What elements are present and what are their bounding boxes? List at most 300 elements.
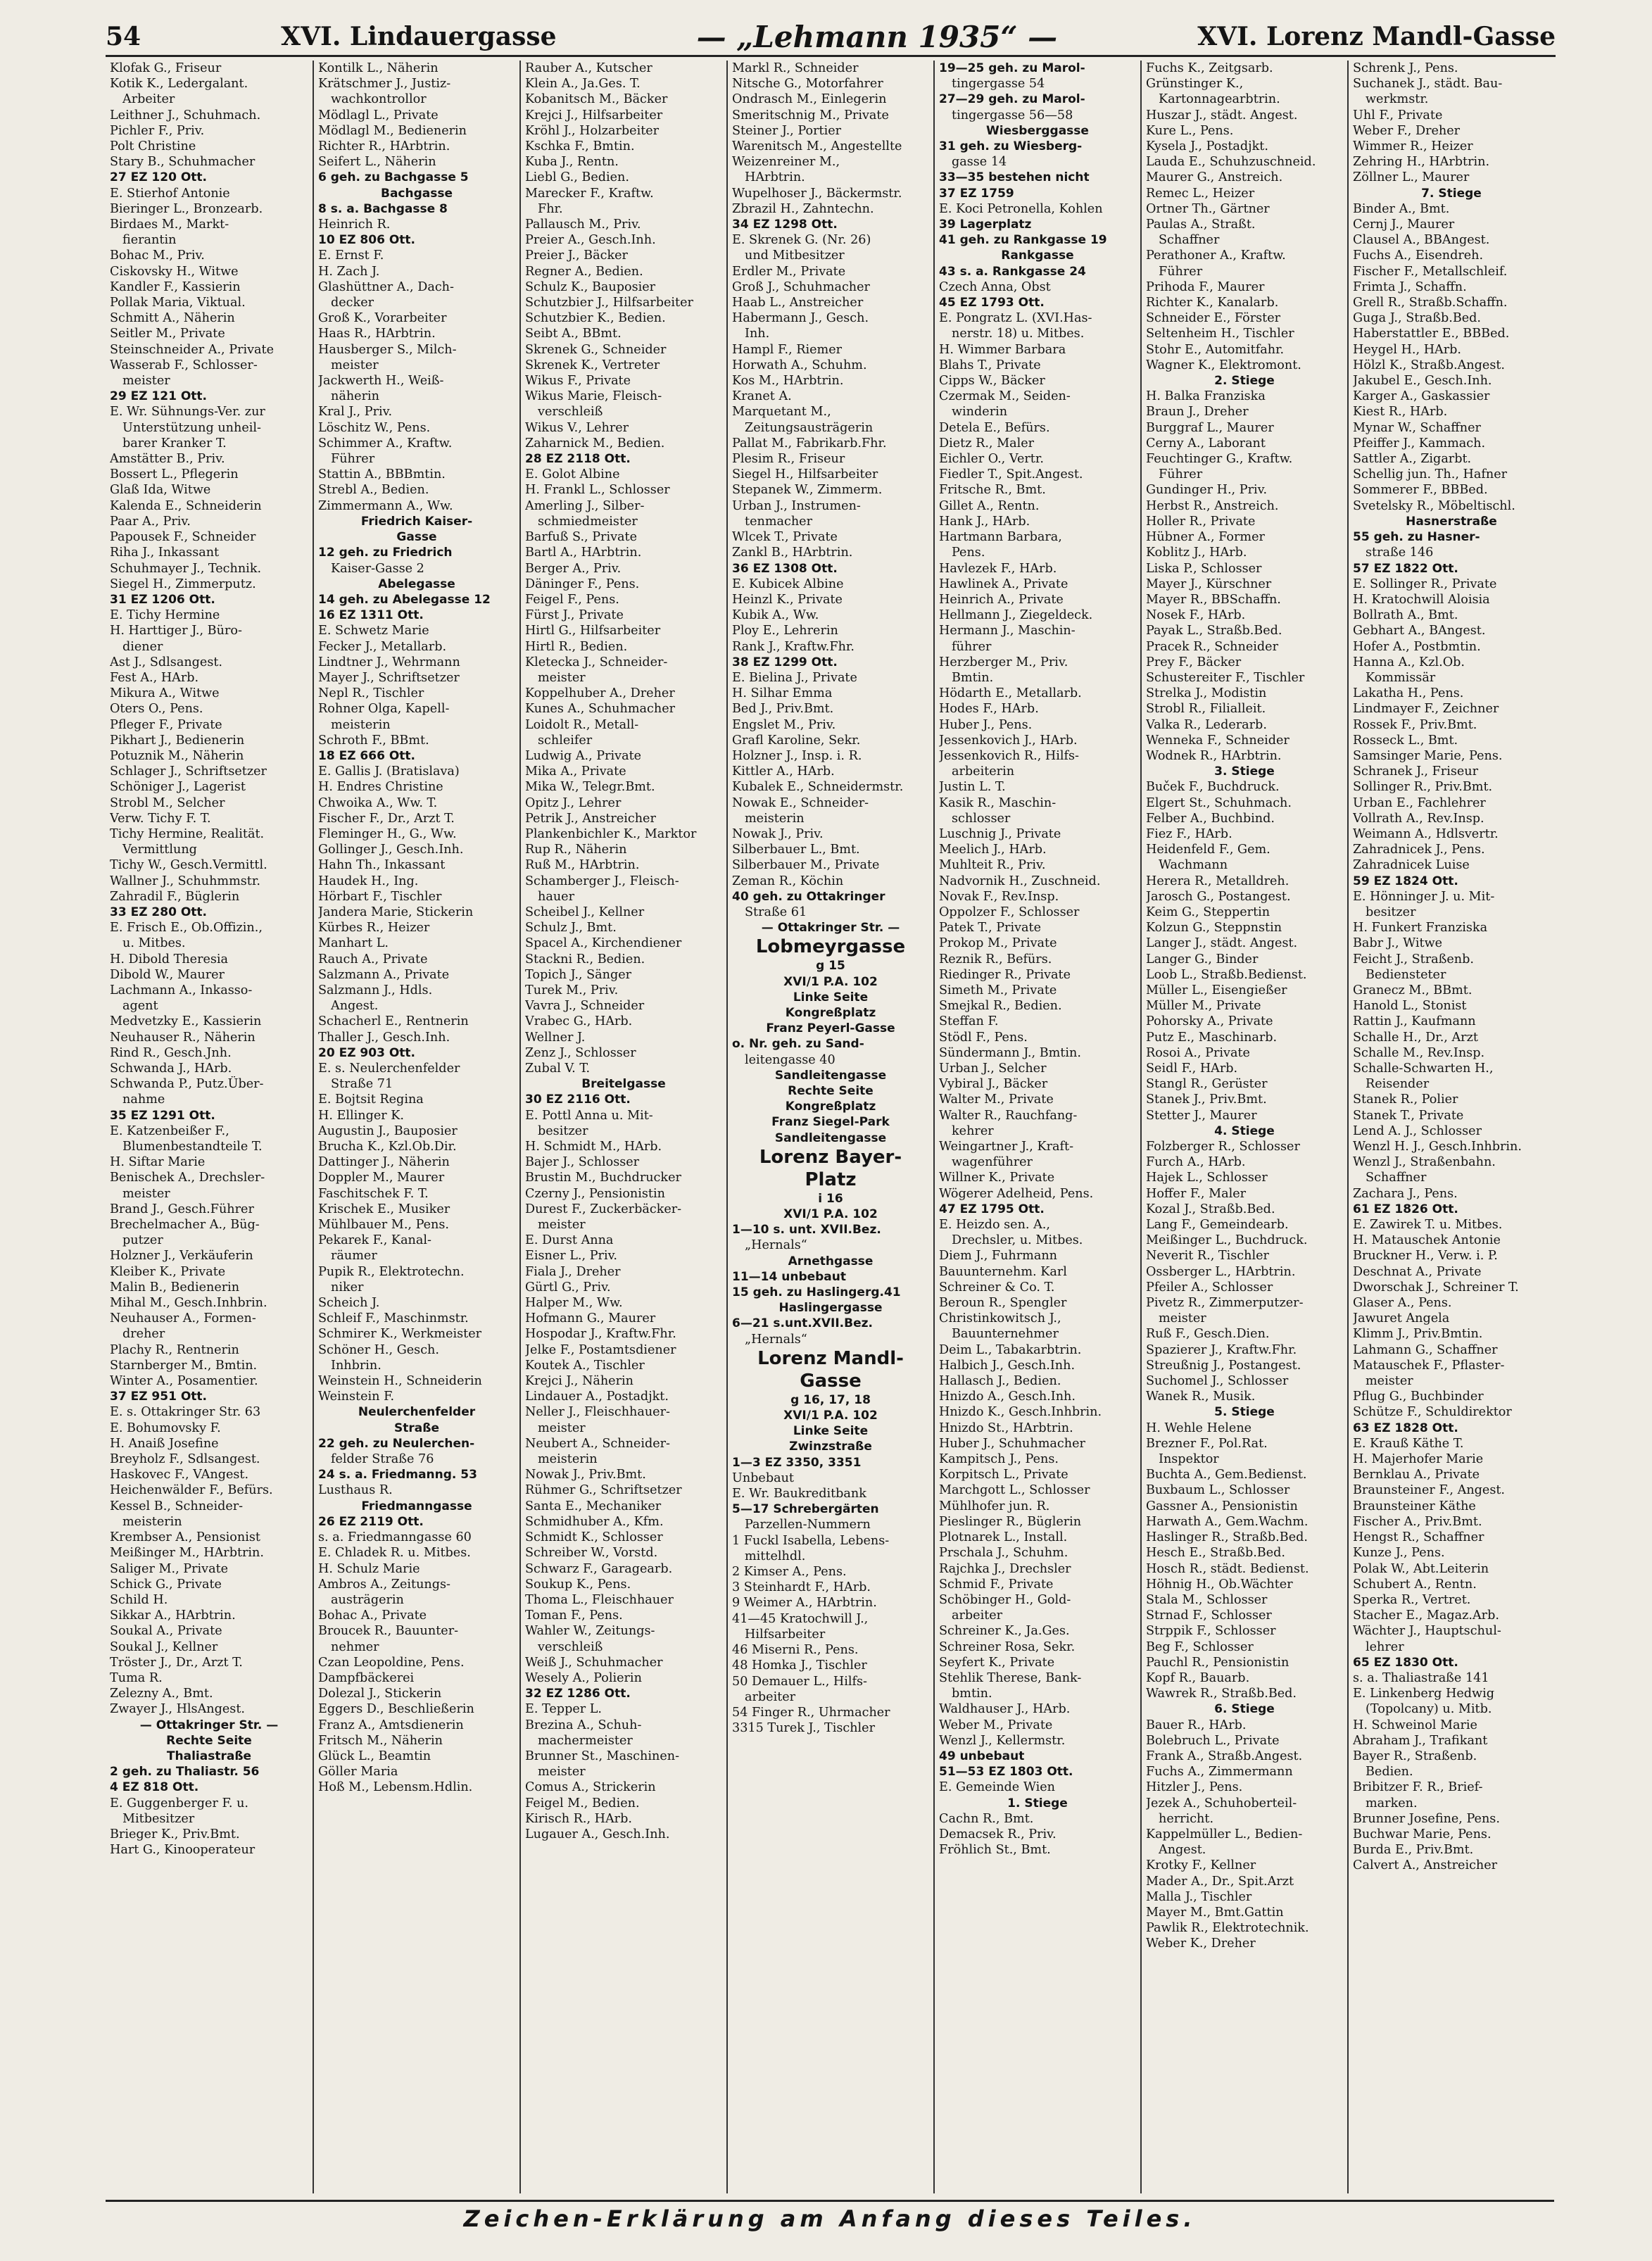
resident-entry: E. Hönninger J. u. Mit- <box>1353 889 1495 904</box>
resident-entry: Hanold L., Stonist <box>1353 999 1467 1014</box>
resident-entry: verschleiß <box>538 1639 603 1654</box>
resident-entry: E. Frisch E., Ob.Offizin., <box>110 921 263 936</box>
resident-entry: Kommissär <box>1366 670 1436 685</box>
resident-entry: Jarosch G., Postangest. <box>1146 889 1291 904</box>
resident-entry: Vrabec G., HArb. <box>525 1014 633 1029</box>
resident-entry: Steffan F. <box>939 1014 999 1029</box>
resident-entry: Groß J., Schuhmacher <box>732 279 870 294</box>
section-heading: Breitelgasse <box>581 1077 666 1092</box>
resident-entry: Marchgott L., Schlosser <box>939 1483 1090 1498</box>
resident-entry: E. Pottl Anna u. Mit- <box>525 1108 653 1123</box>
resident-entry: und Mitbesitzer <box>745 248 845 263</box>
resident-entry: Stehlik Therese, Bank- <box>939 1670 1082 1685</box>
resident-entry: Mader A., Dr., Spit.Arzt <box>1146 1874 1294 1889</box>
resident-entry: Jawuret Angela <box>1353 1311 1450 1326</box>
resident-entry: Winter A., Posamentier. <box>110 1374 258 1389</box>
resident-entry: Strppik F., Schlosser <box>1146 1624 1276 1639</box>
resident-entry: Marquetant M., <box>732 405 831 420</box>
resident-entry: Polt Christine <box>110 139 196 154</box>
resident-entry: Faschitschek F. T. <box>318 1186 429 1201</box>
resident-entry: Amerling J., Silber- <box>525 498 645 513</box>
resident-entry: E. Wr. Baukreditbank <box>732 1487 866 1501</box>
resident-entry: Patek T., Private <box>939 921 1041 936</box>
resident-entry: Kranet A. <box>732 389 792 404</box>
resident-entry: Loidolt R., Metall- <box>525 717 639 732</box>
section-heading: Kongreßplatz <box>785 1005 876 1020</box>
resident-entry: E. Bielina J., Private <box>732 670 857 685</box>
resident-entry: Santa E., Mechaniker <box>525 1499 662 1513</box>
resident-entry: Lugauer A., Gesch.Inh. <box>525 1827 670 1841</box>
resident-entry: Fiez F., HArb. <box>1146 826 1232 841</box>
resident-entry: Starnberger M., Bmtin. <box>110 1358 258 1373</box>
resident-entry: E. Tichy Hermine <box>110 608 220 623</box>
resident-entry: nahme <box>122 1092 165 1107</box>
house-number-entry: 51—53 EZ 1803 Ott. <box>939 1765 1073 1780</box>
resident-entry: Erdler M., Private <box>732 264 846 279</box>
resident-entry: Pfleger F., Private <box>110 717 222 732</box>
resident-entry: H. Funkert Franziska <box>1353 921 1488 936</box>
resident-entry: Eichler O., Vertr. <box>939 452 1044 467</box>
resident-entry: Fuchs K., Zeitgsarb. <box>1146 61 1273 75</box>
resident-entry: u. Mitbes. <box>122 936 186 951</box>
resident-entry: lehrer <box>1366 1639 1404 1654</box>
resident-entry: Weber K., Dreher <box>1146 1936 1256 1951</box>
house-number-entry: 29 EZ 121 Ott. <box>110 389 208 404</box>
resident-entry: Pfeiffer J., Kammach. <box>1353 436 1486 451</box>
resident-entry: Arbeiter <box>122 92 175 107</box>
resident-entry: Pfeiler A., Schlosser <box>1146 1280 1273 1295</box>
resident-entry: Maurer G., Anstreich. <box>1146 170 1283 185</box>
house-number-entry: 61 EZ 1826 Ott. <box>1353 1202 1458 1216</box>
section-heading: Kongreßplatz <box>785 1100 876 1114</box>
resident-entry: Wikus F., Private <box>525 374 631 389</box>
resident-entry: Vybiral J., Bäcker <box>939 1077 1048 1092</box>
resident-entry: E. Golot Albine <box>525 467 620 482</box>
resident-entry: Cipps W., Bäcker <box>939 374 1045 389</box>
resident-entry: Angest. <box>331 999 379 1014</box>
resident-entry: Neuhauser A., Formen- <box>110 1311 256 1326</box>
resident-entry: Lachmann A., Inkasso- <box>110 983 253 997</box>
resident-entry: Wenzl J., Kellermstr. <box>939 1733 1066 1748</box>
resident-entry: Feicht J., Straßenb. <box>1353 952 1474 966</box>
resident-entry: Bayer R., Straßenb. <box>1353 1749 1477 1763</box>
resident-entry: Blumenbestandteile T. <box>122 1140 263 1154</box>
resident-entry: Stattin A., BBBmtin. <box>318 467 446 482</box>
resident-entry: Dworschak J., Schreiner T. <box>1353 1280 1519 1295</box>
resident-entry: Glück L., Beamtin <box>318 1749 431 1763</box>
resident-entry: Zeitungsausträgerin <box>745 420 874 435</box>
resident-entry: Parzellen-Nummern <box>745 1518 871 1532</box>
house-number-entry: o. Nr. geh. zu Sand- <box>732 1037 864 1052</box>
resident-entry: straße 146 <box>1366 546 1434 560</box>
resident-entry: Medvetzky E., Kassierin <box>110 1014 262 1029</box>
resident-entry: Prihoda F., Maurer <box>1146 279 1265 294</box>
resident-entry: Regner A., Bedien. <box>525 264 643 279</box>
resident-entry: Bernklau A., Private <box>1353 1468 1480 1482</box>
resident-entry: Weber M., Private <box>939 1718 1053 1732</box>
resident-entry: Siegel H., Hilfsarbeiter <box>732 467 878 482</box>
resident-entry: H. Matauschek Antonie <box>1353 1233 1501 1248</box>
resident-entry: Schmitt A., Näherin <box>110 311 235 326</box>
resident-entry: Hampl F., Riemer <box>732 342 843 357</box>
resident-entry: nerstr. 18) u. Mitbes. <box>952 327 1085 341</box>
section-heading: Gasse <box>396 530 437 545</box>
section-heading: Bachgasse <box>380 186 453 201</box>
resident-entry: Kuba J., Rentn. <box>525 155 619 170</box>
resident-entry: Smejkal R., Bedien. <box>939 999 1062 1014</box>
resident-entry: meister <box>122 374 170 389</box>
resident-entry: Cernj J., Maurer <box>1353 218 1455 232</box>
resident-entry: decker <box>331 296 374 310</box>
resident-entry: Pieslinger R., Büglerin <box>939 1514 1082 1529</box>
resident-entry: Strobl R., Filialleit. <box>1146 702 1266 717</box>
resident-entry: Stala M., Schlosser <box>1146 1592 1268 1607</box>
resident-entry: Ruß F., Gesch.Dien. <box>1146 1327 1270 1342</box>
resident-entry: Wupelhoser J., Bäckermstr. <box>732 186 902 201</box>
resident-entry: Meißinger L., Buchdruck. <box>1146 1233 1308 1248</box>
resident-entry: Stanek R., Polier <box>1353 1092 1458 1107</box>
resident-entry: Fuchs A., Zimmermann <box>1146 1765 1293 1780</box>
resident-entry: Huszar J., städt. Angest. <box>1146 108 1298 122</box>
resident-entry: Buček F., Buchdruck. <box>1146 780 1280 795</box>
resident-entry: Fhr. <box>538 201 563 216</box>
section-heading: XVI/1 P.A. 102 <box>783 1207 878 1222</box>
house-number-entry: 31 geh. zu Wiesberg- <box>939 139 1083 154</box>
resident-entry: Schmidt K., Schlosser <box>525 1530 663 1545</box>
resident-entry: Unterstützung unheil- <box>122 420 261 435</box>
resident-entry: E. s. Ottakringer Str. 63 <box>110 1405 261 1420</box>
section-heading: 6. Stiege <box>1214 1702 1275 1717</box>
resident-entry: winderin <box>952 405 1008 420</box>
resident-entry: Weiß J., Schuhmacher <box>525 1655 663 1670</box>
resident-entry: Lauda E., Schuhzuschneid. <box>1146 155 1316 170</box>
resident-entry: niker <box>331 1280 364 1295</box>
resident-entry: Oppolzer F., Schlosser <box>939 905 1080 919</box>
resident-entry: Schroth F., BBmt. <box>318 733 429 748</box>
resident-entry: Dietz R., Maler <box>939 436 1035 451</box>
section-heading: Hasnerstraße <box>1406 514 1497 529</box>
house-number-entry: 27—29 geh. zu Marol- <box>939 92 1085 107</box>
house-number-entry: 11—14 unbebaut <box>732 1269 847 1284</box>
resident-entry: meister <box>1366 1374 1413 1389</box>
house-number-entry: 55 geh. zu Hasner- <box>1353 530 1480 545</box>
section-heading: Rechte Seite <box>166 1733 252 1748</box>
resident-entry: Frimta J., Schaffn. <box>1353 279 1467 294</box>
resident-entry: kehrer <box>952 1123 994 1138</box>
resident-entry: Haas R., HArbtrin. <box>318 327 436 341</box>
resident-entry: Rohner Olga, Kapell- <box>318 702 450 717</box>
column-7 <box>1347 61 1554 2193</box>
resident-entry: Kürbes R., Heizer <box>318 921 430 936</box>
resident-entry: Kolzun G., Steppnstin <box>1146 921 1282 936</box>
resident-entry: Suchomel J., Schlosser <box>1146 1374 1289 1389</box>
house-number-entry: 32 EZ 1286 Ott. <box>525 1687 631 1701</box>
section-heading: Gasse <box>800 1370 862 1392</box>
resident-entry: Drechsler, u. Mitbes. <box>952 1233 1083 1248</box>
resident-entry: Bedien. <box>1366 1765 1413 1780</box>
resident-entry: Rauber A., Kutscher <box>525 61 652 75</box>
resident-entry: E. Bojtsit Regina <box>318 1092 424 1107</box>
resident-entry: Ambros A., Zeitungs- <box>318 1577 450 1592</box>
house-number-entry: 24 s. a. Friedmanng. 53 <box>318 1468 477 1482</box>
resident-entry: Haskovec F., VAngest. <box>110 1468 249 1482</box>
resident-entry: Fritsch M., Näherin <box>318 1733 443 1748</box>
resident-entry: Reisender <box>1366 1077 1430 1092</box>
resident-entry: Harwath A., Gem.Wachm. <box>1146 1514 1309 1529</box>
resident-entry: Stary B., Schuhmacher <box>110 155 256 170</box>
resident-entry: Schuhmayer J., Technik. <box>110 561 262 576</box>
resident-entry: Haudek H., Ing. <box>318 874 419 888</box>
resident-entry: Schwarz F., Garagearb. <box>525 1561 673 1576</box>
resident-entry: besitzer <box>1366 905 1416 919</box>
resident-entry: Payak L., Straßb.Bed. <box>1146 624 1282 638</box>
resident-entry: Schreiber W., Vorstd. <box>525 1546 658 1561</box>
house-number-entry: 59 EZ 1824 Ott. <box>1353 874 1458 888</box>
resident-entry: Hawlinek A., Private <box>939 577 1068 591</box>
resident-entry: Mayer J., Kürschner <box>1146 577 1272 591</box>
house-number-entry: 2 geh. zu Thaliastr. 56 <box>110 1765 260 1780</box>
section-heading: 1. Stiege <box>1007 1796 1068 1810</box>
resident-entry: Elgert St., Schuhmach. <box>1146 795 1292 810</box>
resident-entry: Heichenwälder F., Befürs. <box>110 1483 273 1498</box>
resident-entry: E. Katzenbeißer F., <box>110 1123 229 1138</box>
resident-entry: Comus A., Strickerin <box>525 1780 656 1795</box>
resident-entry: Burggraf L., Maurer <box>1146 420 1274 435</box>
section-heading: Arnethgasse <box>788 1254 874 1268</box>
house-number-entry: 22 geh. zu Neulerchen- <box>318 1436 475 1451</box>
resident-entry: Herzberger M., Priv. <box>939 655 1068 669</box>
resident-entry: Hilfsarbeiter <box>745 1627 826 1642</box>
resident-entry: Schick G., Private <box>110 1577 222 1592</box>
resident-entry: Heinrich A., Private <box>939 592 1064 607</box>
resident-entry: Kleiber K., Private <box>110 1264 226 1279</box>
resident-entry: Skrenek K., Vertreter <box>525 358 660 372</box>
resident-entry: Nepl R., Tischler <box>318 686 424 701</box>
resident-entry: barer Kranker T. <box>122 436 227 451</box>
resident-entry: Zahradil F., Büglerin <box>110 889 240 904</box>
resident-entry: „Hernals“ <box>745 1238 807 1253</box>
resident-entry: Ast J., Sdlsangest. <box>110 655 223 669</box>
resident-entry: Rup R., Näherin <box>525 843 627 857</box>
resident-entry: Wallner J., Schuhmmstr. <box>110 874 260 888</box>
resident-entry: Cachn R., Bmt. <box>939 1811 1034 1826</box>
resident-entry: Schaffner <box>1366 1171 1427 1185</box>
resident-entry: H. Wehle Helene <box>1146 1421 1252 1435</box>
resident-entry: räumer <box>331 1249 377 1264</box>
resident-entry: Kubik A., Ww. <box>732 608 819 623</box>
resident-entry: Pflug G., Buchbinder <box>1353 1390 1484 1404</box>
house-number-entry: 6—21 s.unt.XVII.Bez. <box>732 1316 873 1331</box>
resident-entry: Haab L., Anstreicher <box>732 296 864 310</box>
resident-entry: Fiala J., Dreher <box>525 1264 621 1279</box>
resident-entry: Lang F., Gemeindearb. <box>1146 1218 1289 1233</box>
resident-entry: Mayer J., Schriftsetzer <box>318 670 460 685</box>
resident-entry: Zaharnick M., Bedien. <box>525 436 665 451</box>
house-number-entry: 10 EZ 806 Ott. <box>318 233 416 248</box>
resident-entry: Richter K., Kanalarb. <box>1146 296 1279 310</box>
section-heading: Franz Siegel-Park <box>771 1115 890 1130</box>
resident-entry: Gillet A., Rentn. <box>939 498 1040 513</box>
section-heading: Straße <box>394 1421 439 1435</box>
house-number-entry: 16 EZ 1311 Ott. <box>318 608 424 623</box>
resident-entry: Kral J., Priv. <box>318 405 393 420</box>
resident-entry: Stacher E., Magaz.Arb. <box>1353 1608 1499 1623</box>
left-running-title: XVI. Lindauergasse <box>281 22 557 51</box>
resident-entry: Glaß Ida, Witwe <box>110 483 211 498</box>
resident-entry: Czermak M., Seiden- <box>939 389 1071 404</box>
resident-entry: Schrenk J., Pens. <box>1353 61 1458 75</box>
resident-entry: Ossberger L., HArbtrin. <box>1146 1264 1296 1279</box>
resident-entry: Plotnarek L., Install. <box>939 1530 1068 1545</box>
resident-entry: Schreiner K., Ja.Ges. <box>939 1624 1070 1639</box>
resident-entry: Däninger F., Pens. <box>525 577 640 591</box>
resident-entry: Hübner A., Former <box>1146 530 1265 545</box>
resident-entry: Glaser A., Pens. <box>1353 1296 1452 1311</box>
resident-entry: Frank A., Straßb.Angest. <box>1146 1749 1303 1763</box>
resident-entry: Kampitsch J., Pens. <box>939 1452 1059 1467</box>
resident-entry: Mika A., Private <box>525 764 626 779</box>
resident-entry: Stödl F., Pens. <box>939 1030 1028 1045</box>
resident-entry: Zehring H., HArbtrin. <box>1353 155 1490 170</box>
resident-entry: Steiner J., Portier <box>732 123 842 138</box>
resident-entry: Krejci J., Hilfsarbeiter <box>525 108 663 122</box>
resident-entry: Beg F., Schlosser <box>1146 1639 1254 1654</box>
resident-entry: Valka R., Lederarb. <box>1146 717 1267 732</box>
resident-entry: E. Pongratz L. (XVI.Has- <box>939 311 1092 326</box>
resident-entry: Klimm J., Priv.Bmtin. <box>1353 1327 1483 1342</box>
house-number-entry: 4 EZ 818 Ott. <box>110 1780 199 1795</box>
resident-entry: Schalle H., Dr., Arzt <box>1353 1030 1478 1045</box>
resident-entry: Schreiner Rosa, Sekr. <box>939 1639 1076 1654</box>
resident-entry: Wanek R., Musik. <box>1146 1390 1256 1404</box>
house-number-entry: 37 EZ 1759 <box>939 186 1014 201</box>
resident-entry: Kysela J., Postadjkt. <box>1146 139 1268 154</box>
section-heading: i 16 <box>818 1191 843 1206</box>
resident-entry: 2 Kimser A., Pens. <box>732 1565 847 1580</box>
resident-entry: Kandler F., Kassierin <box>110 279 241 294</box>
resident-entry: Haberstattler E., BBBed. <box>1353 327 1510 341</box>
resident-entry: Deim L., Tabakarbtrin. <box>939 1342 1082 1357</box>
resident-entry: Bribitzer F. R., Brief- <box>1353 1780 1483 1795</box>
resident-entry: „Hernals“ <box>745 1332 807 1347</box>
resident-entry: Broucek R., Bauunter- <box>318 1624 459 1639</box>
resident-entry: 50 Demauer L., Hilfs- <box>732 1674 867 1689</box>
resident-entry: Straße 61 <box>745 905 807 919</box>
resident-entry: Kalenda E., Schneiderin <box>110 498 262 513</box>
resident-entry: Hoß M., Lebensm.Hdlin. <box>318 1780 473 1795</box>
resident-entry: Schellig jun. Th., Hafner <box>1353 467 1508 482</box>
resident-entry: Herbst R., Anstreich. <box>1146 498 1279 513</box>
resident-entry: Smeritschnig M., Private <box>732 108 889 122</box>
house-number-entry: 20 EZ 903 Ott. <box>318 1045 416 1060</box>
resident-entry: Huber J., Pens. <box>939 717 1033 732</box>
resident-entry: Lindauer A., Postadjkt. <box>525 1390 669 1404</box>
section-heading: Platz <box>805 1169 857 1190</box>
resident-entry: meister <box>1159 1311 1206 1326</box>
resident-entry: Loob L., Straßb.Bedienst. <box>1146 967 1307 982</box>
resident-entry: Brucha K., Kzl.Ob.Dir. <box>318 1140 457 1154</box>
resident-entry: Bruckner H., Verw. i. P. <box>1353 1249 1498 1264</box>
resident-entry: Thaller J., Gesch.Inh. <box>318 1030 450 1045</box>
resident-entry: Hank J., HArb. <box>939 514 1030 529</box>
resident-entry: Halper M., Ww. <box>525 1296 623 1311</box>
resident-entry: E. Kubicek Albine <box>732 577 844 591</box>
house-number-entry: 30 EZ 2116 Ott. <box>525 1092 631 1107</box>
resident-entry: fierantin <box>122 233 177 248</box>
resident-entry: Barfuß S., Private <box>525 530 638 545</box>
resident-entry: Fecker J., Metallarb. <box>318 639 447 654</box>
resident-entry: Hofmann G., Maurer <box>525 1311 656 1326</box>
resident-entry: Liebl G., Bedien. <box>525 170 629 185</box>
house-number-entry: 57 EZ 1822 Ott. <box>1353 561 1458 576</box>
resident-entry: Schöbinger H., Gold- <box>939 1592 1071 1607</box>
resident-entry: H. Schulz Marie <box>318 1561 420 1576</box>
resident-entry: Wahler W., Zeitungs- <box>525 1624 655 1639</box>
resident-entry: Clausel A., BBAngest. <box>1353 233 1490 248</box>
resident-entry: näherin <box>331 389 379 404</box>
resident-entry: Stetter J., Maurer <box>1146 1108 1257 1123</box>
resident-entry: Feuchtinger G., Kraftw. <box>1146 452 1293 467</box>
resident-entry: E. Heizdo sen. A., <box>939 1218 1050 1233</box>
resident-entry: Bed J., Priv.Bmt. <box>732 702 834 717</box>
resident-entry: H. Schweinol Marie <box>1353 1718 1477 1732</box>
resident-entry: Matauschek F., Pflaster- <box>1353 1358 1505 1373</box>
resident-entry: Skrenek G., Schneider <box>525 342 667 357</box>
resident-entry: Spacel A., Kirchendiener <box>525 936 682 951</box>
resident-entry: Kaiser-Gasse 2 <box>331 561 424 576</box>
resident-entry: Schutzbier K., Bedien. <box>525 311 666 326</box>
resident-entry: Jakubel E., Gesch.Inh. <box>1353 374 1492 389</box>
resident-entry: marken. <box>1366 1796 1418 1810</box>
resident-entry: Zankl B., HArbtrin. <box>732 546 853 560</box>
resident-entry: 9 Weimer A., HArbtrin. <box>732 1596 877 1611</box>
section-heading: 7. Stiege <box>1421 186 1482 201</box>
resident-entry: Czech Anna, Obst <box>939 279 1051 294</box>
resident-entry: Muhlteit R., Priv. <box>939 858 1046 873</box>
resident-entry: E. Wr. Sühnungs-Ver. zur <box>110 405 265 420</box>
house-number-entry: 35 EZ 1291 Ott. <box>110 1108 215 1123</box>
section-heading: — Ottakringer Str. — <box>761 921 900 936</box>
resident-entry: 48 Homka J., Tischler <box>732 1658 867 1673</box>
resident-entry: Schöniger J., Lagerist <box>110 780 246 795</box>
resident-entry: Eisner L., Priv. <box>525 1249 618 1264</box>
house-number-entry: 1—10 s. unt. XVII.Bez. <box>732 1223 881 1237</box>
resident-entry: Rosoi A., Private <box>1146 1045 1250 1060</box>
resident-entry: Wasserab F., Schlosser- <box>110 358 258 372</box>
resident-entry: besitzer <box>538 1123 588 1138</box>
section-heading: Sandleitengasse <box>774 1068 887 1083</box>
resident-entry: Rühmer G., Schriftsetzer <box>525 1483 682 1498</box>
resident-entry: Hesch E., Straßb.Bed. <box>1146 1546 1286 1561</box>
resident-entry: Langer J., städt. Angest. <box>1146 936 1298 951</box>
resident-entry: Hitzler J., Pens. <box>1146 1780 1243 1795</box>
resident-entry: Cerny A., Laborant <box>1146 436 1266 451</box>
section-heading: Lorenz Mandl- <box>757 1347 904 1369</box>
resident-entry: Kirisch R., HArb. <box>525 1811 632 1826</box>
resident-entry: Folzberger R., Schlosser <box>1146 1140 1300 1154</box>
resident-entry: verschleiß <box>538 405 603 420</box>
resident-entry: 41—45 Kratochwill J., <box>732 1611 869 1626</box>
resident-entry: Potuznik M., Näherin <box>110 748 244 763</box>
resident-entry: Straße 71 <box>331 1077 393 1092</box>
resident-entry: Feigel F., Pens. <box>525 592 619 607</box>
resident-entry: Ortner Th., Gärtner <box>1146 201 1270 216</box>
house-number-entry: 40 geh. zu Ottakringer <box>732 889 885 904</box>
section-heading: 4. Stiege <box>1214 1123 1275 1138</box>
resident-entry: Müller L., Eisengießer <box>1146 983 1287 997</box>
resident-entry: Hödarth E., Metallarb. <box>939 686 1082 701</box>
house-number-entry: 31 EZ 1206 Ott. <box>110 592 215 607</box>
